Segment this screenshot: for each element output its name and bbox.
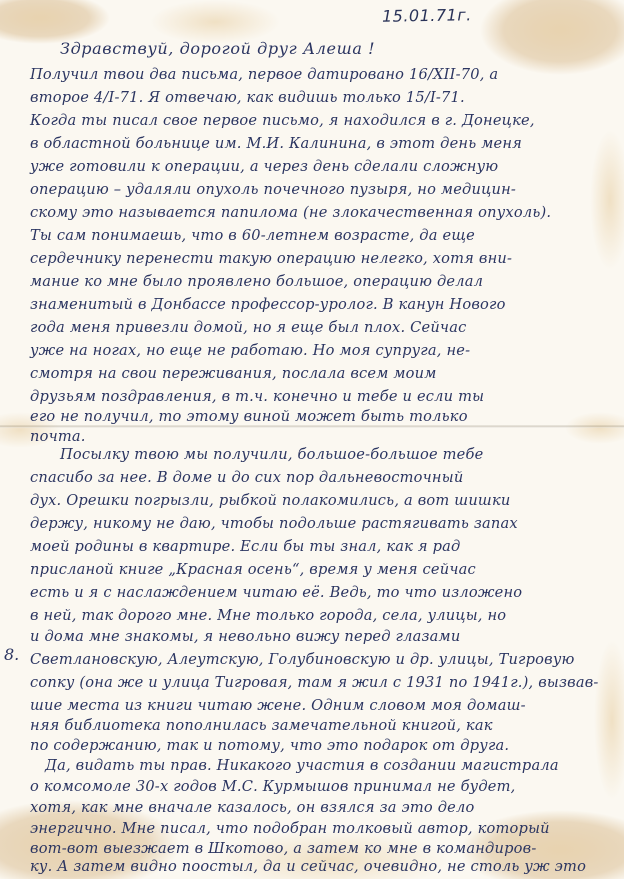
text-line: вот-вот выезжает в Шкотово, а затем ко мне в командиров- bbox=[30, 840, 537, 857]
text-line: года меня привезли домой, но я еще был плох. Сейчас bbox=[30, 319, 467, 336]
text-line: Ты сам понимаешь, что в 60-летнем возрасте, да еще bbox=[30, 227, 475, 244]
text-line: Светлановскую, Алеутскую, Голубиновскую и др. улицы, Тигровую bbox=[30, 651, 575, 668]
stain-top-right bbox=[480, 0, 624, 75]
text-line: энергично. Мне писал, что подобран толковый автор, который bbox=[30, 820, 550, 837]
text-line: есть и я с наслаждением читаю её. Ведь, то что изложено bbox=[30, 584, 523, 601]
text-line: его не получил, то этому виной может быть только bbox=[30, 408, 468, 425]
text-line: держу, никому не даю, чтобы подольше растягивать запах bbox=[30, 515, 518, 532]
text-line: почта. bbox=[30, 428, 86, 445]
text-line: друзьям поздравления, в т.ч. конечно и тебе и если ты bbox=[30, 388, 485, 405]
text-line: второе 4/I-71. Я отвечаю, как видишь только 15/I-71. bbox=[30, 89, 465, 106]
text-line: няя библиотека пополнилась замечательной книгой, как bbox=[30, 717, 493, 734]
text-line: в областной больнице им. М.И. Калинина, в этот день меня bbox=[30, 135, 523, 152]
text-line: Да, видать ты прав. Никакого участия в создании магистрала bbox=[45, 757, 559, 774]
text-line: ку. А затем видно поостыл, да и сейчас, очевидно, не столь уж это bbox=[30, 858, 587, 875]
text-line: Посылку твою мы получили, большое-большое тебе bbox=[60, 446, 484, 463]
text-line: дух. Орешки погрызли, рыбкой полакомились, а вот шишки bbox=[30, 492, 511, 509]
stain-right-lower bbox=[594, 640, 624, 800]
text-line: спасибо за нее. В доме и до сих пор дальневосточный bbox=[30, 469, 464, 486]
text-line: по содержанию, так и потому, что это подарок от друга. bbox=[30, 737, 510, 754]
text-line: и дома мне знакомы, я невольно вижу перед глазами bbox=[30, 628, 461, 645]
text-line: хотя, как мне вначале казалось, он взялся за это дело bbox=[30, 799, 475, 816]
text-line: уже готовили к операции, а через день сделали сложную bbox=[30, 158, 499, 175]
text-line: в ней, так дорого мне. Мне только города, села, улицы, но bbox=[30, 607, 507, 624]
text-line: моей родины в квартире. Если бы ты знал, как я рад bbox=[30, 538, 461, 555]
text-line: о комсомоле 30-х годов М.С. Курмышов принимал не будет, bbox=[30, 778, 516, 795]
stain-fold-right bbox=[565, 412, 624, 444]
text-line: Когда ты писал свое первое письмо, я находился в г. Донецке, bbox=[30, 112, 535, 129]
text-line: знаменитый в Донбассе профессор-уролог. В канун Нового bbox=[30, 296, 506, 313]
margin-page-number: 8. bbox=[4, 645, 20, 664]
stain-right-upper bbox=[590, 130, 624, 270]
text-line: Получил твои два письма, первое датировано 16/XII-70, а bbox=[30, 66, 499, 83]
greeting-line: Здравствуй, дорогой друг Алеша ! bbox=[60, 39, 376, 58]
text-line: мание ко мне было проявлено большое, операцию делал bbox=[30, 273, 484, 290]
text-line: уже на ногах, но еще не работаю. Но моя супруга, не- bbox=[30, 342, 471, 359]
text-line: операцию – удаляли опухоль почечного пузыря, но медицин- bbox=[30, 181, 517, 198]
letter-date: 15.01.71г. bbox=[381, 5, 472, 26]
text-line: сердечнику перенести такую операцию нелегко, хотя вни- bbox=[30, 250, 513, 267]
text-line: смотря на свои переживания, послала всем моим bbox=[30, 365, 437, 382]
stain-top-mid bbox=[150, 0, 280, 44]
text-line: шие места из книги читаю жене. Одним словом моя домаш- bbox=[30, 697, 526, 714]
stain-top-left bbox=[0, 0, 110, 44]
text-line: скому это называется папилома (не злокачественная опухоль). bbox=[30, 204, 552, 221]
text-line: присланой книге „Красная осень“, время у меня сейчас bbox=[30, 561, 476, 578]
text-line: сопку (она же и улица Тигровая, там я жил с 1931 по 1941г.), вызвав- bbox=[30, 674, 599, 691]
